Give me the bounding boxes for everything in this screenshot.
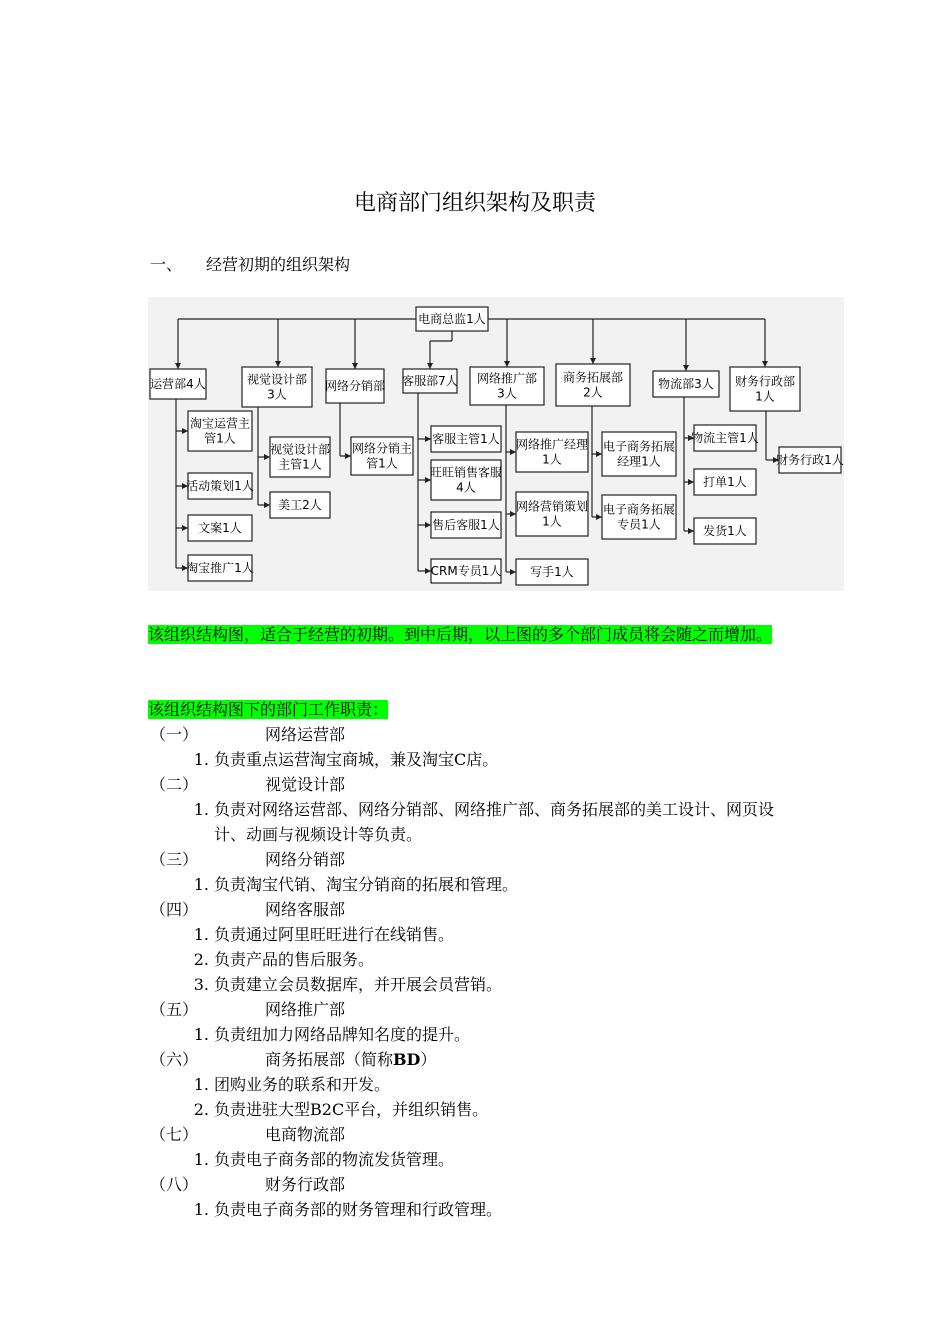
arrowhead (510, 569, 516, 575)
org-node-dept-4 (402, 369, 458, 393)
org-node-dept-3 (325, 369, 385, 403)
arrowhead (182, 428, 188, 434)
org-node-dept-6-sub-1-label: 电子商务拓展 (602, 439, 676, 454)
org-node-dept-1-sub-3-label: 文案1人 (198, 521, 242, 535)
duty-dept-number: （一） (150, 725, 199, 744)
arrowhead (427, 363, 433, 369)
org-node-dept-5 (470, 367, 544, 405)
duty-item-text: 负责淘宝代销、淘宝分销商的拓展和管理。 (214, 875, 519, 894)
duty-item (150, 972, 850, 997)
department-duties (150, 722, 850, 1222)
org-node-dept-8-sub-1 (776, 447, 844, 473)
duty-dept (150, 772, 850, 797)
arrowhead (683, 365, 689, 371)
duty-item-text: 负责电子商务部的财务管理和行政管理。 (214, 1200, 503, 1219)
org-node-dept-5-sub-1-label: 1人 (542, 452, 562, 467)
duty-item-text: 负责重点运营淘宝商城，兼及淘宝C店。 (214, 750, 499, 769)
org-node-dept-5-sub-2-label: 1人 (542, 514, 562, 529)
org-node-dept-6-label: 2人 (583, 385, 603, 400)
section-number: 一、 (150, 255, 183, 274)
arrowhead (352, 363, 358, 369)
duty-dept-number: （二） (150, 775, 199, 794)
org-node-dept-7-sub-2 (694, 469, 756, 495)
org-node-dept-2-sub-1-label: 视觉设计部 (269, 442, 331, 457)
duty-dept-name: 视觉设计部 (265, 775, 346, 794)
org-node-dept-1-sub-2-label: 活动策划1人 (186, 479, 254, 493)
org-node-dept-6-sub-1 (602, 432, 676, 476)
org-node-dept-4-sub-2-label: 4人 (456, 480, 476, 495)
org-node-dept-5-label: 网络推广部 (476, 371, 538, 386)
org-node-dept-1-sub-1-label: 淘宝运营主 (189, 416, 251, 431)
duty-dept-name: 网络客服部 (265, 900, 346, 919)
org-node-dept-2-sub-2 (270, 492, 330, 518)
org-node-dept-5-sub-1 (516, 432, 588, 472)
org-node-dept-1 (150, 369, 206, 399)
org-node-dept-7-sub-3-label: 发货1人 (703, 524, 747, 538)
arrowhead (425, 436, 431, 442)
duty-dept (150, 1172, 850, 1197)
page-title: 电商部门组织架构及职责 (353, 191, 596, 216)
arrowhead (596, 514, 602, 520)
duty-dept-number: （六） (150, 1050, 199, 1069)
duty-dept-name: 财务行政部 (265, 1175, 346, 1194)
duty-dept-number: （七） (150, 1125, 199, 1144)
org-node-dept-4-sub-3 (431, 512, 501, 538)
org-node-dept-4-sub-2-label: 旺旺销售客服 (429, 465, 503, 480)
arrowhead (688, 528, 694, 534)
duty-item-number: 1. (193, 750, 209, 769)
duties-heading: 该组织结构图下的部门工作职责： (148, 700, 389, 719)
org-node-dept-5-sub-2 (516, 492, 588, 536)
org-chart-svg (148, 297, 844, 591)
org-node-dept-1-sub-2 (186, 473, 254, 499)
duty-item-text: 负责进驻大型B2C平台，并组织销售。 (214, 1100, 489, 1119)
duty-item (150, 922, 850, 947)
duty-item (150, 1072, 850, 1097)
arrowhead (504, 361, 510, 367)
org-node-dept-4-sub-3-label: 售后客服1人 (432, 518, 500, 532)
duty-dept (150, 997, 850, 1022)
duty-dept (150, 722, 850, 747)
arrowhead (264, 502, 270, 508)
arrowhead (182, 525, 188, 531)
duty-item (150, 1147, 850, 1172)
org-node-dept-5-sub-3 (516, 559, 588, 585)
duty-dept-name: 网络分销部 (265, 850, 346, 869)
org-node-dept-7-sub-1 (691, 425, 759, 451)
org-node-dept-5-label: 3人 (497, 386, 517, 401)
duty-item-text: 负责纽加力网络品牌知名度的提升。 (214, 1025, 471, 1044)
org-node-dept-7-sub-3 (694, 518, 756, 544)
duty-dept-name: 网络推广部 (265, 1000, 346, 1019)
org-node-dept-5-sub-3-label: 写手1人 (530, 565, 574, 579)
arrowhead (275, 361, 281, 367)
duty-dept-name: 商务拓展部（简称 (265, 1050, 394, 1069)
duty-item-number: 1. (193, 875, 209, 894)
org-node-dept-8-label: 1人 (755, 389, 775, 404)
org-node-dept-5-sub-2-label: 网络营销策划 (515, 499, 589, 514)
duty-item-number: 3. (193, 975, 209, 994)
org-node-dept-2-sub-2-label: 美工2人 (278, 498, 322, 512)
org-node-dept-4-sub-1 (431, 426, 501, 452)
duty-item (150, 797, 850, 847)
duty-dept-number: （四） (150, 900, 199, 919)
duty-item (150, 1022, 850, 1047)
org-node-dept-6 (556, 364, 630, 406)
org-node-dept-7-label: 物流部3人 (658, 377, 714, 391)
arrowhead (175, 363, 181, 369)
org-node-dept-2-sub-1-label: 主管1人 (278, 457, 322, 472)
duty-dept-number: （八） (150, 1175, 199, 1194)
duty-item-number: 2. (193, 1100, 209, 1119)
duty-item-text: 负责建立会员数据库，并开展会员营销。 (214, 975, 503, 994)
arrowhead (596, 451, 602, 457)
duty-item-number: 1. (193, 925, 209, 944)
org-node-dept-3-sub-1-label: 网络分销主 (351, 441, 413, 456)
duty-item-number: 1. (193, 1025, 209, 1044)
org-node-dept-6-sub-2 (602, 495, 676, 539)
duty-item-text: 负责电子商务部的物流发货管理。 (214, 1150, 455, 1169)
duty-dept-name-tail: ） (420, 1050, 437, 1069)
arrowhead (590, 358, 596, 364)
org-node-dept-2-sub-1 (270, 437, 330, 477)
duty-item-number: 1. (193, 800, 209, 819)
chart-note: 该组织结构图，适合于经营的初期。到中后期，以上图的多个部门成员将会随之而增加。 (148, 625, 773, 644)
duty-item-text: 负责通过阿里旺旺进行在线销售。 (214, 925, 455, 944)
duty-dept-name: 网络运营部 (265, 725, 346, 744)
org-node-dept-6-sub-2-label: 专员1人 (617, 517, 661, 532)
duty-item-number: 2. (193, 950, 209, 969)
org-node-dept-6-sub-1-label: 经理1人 (617, 454, 661, 469)
duty-item-number: 1. (193, 1200, 209, 1219)
arrowhead (688, 479, 694, 485)
org-node-director-label: 电商总监1人 (418, 312, 486, 326)
org-node-dept-4-label: 客服部7人 (402, 374, 458, 388)
org-node-dept-8-label: 财务行政部 (734, 374, 796, 389)
org-node-dept-3-sub-1 (351, 437, 413, 475)
duty-item-number: 1. (193, 1075, 209, 1094)
duty-dept (150, 847, 850, 872)
duty-dept-name: 电商物流部 (265, 1125, 346, 1144)
arrowhead (345, 453, 351, 459)
org-node-dept-5-sub-1-label: 网络推广经理 (515, 437, 589, 452)
org-node-dept-1-sub-4 (186, 555, 254, 581)
org-node-dept-4-sub-2 (430, 460, 502, 500)
org-node-dept-1-sub-4-label: 淘宝推广1人 (186, 561, 254, 575)
duty-dept-number: （三） (150, 850, 199, 869)
duty-item-number: 1. (193, 1150, 209, 1169)
org-node-dept-4-sub-1-label: 客服主管1人 (432, 432, 500, 446)
arrowhead (762, 361, 768, 367)
duty-dept-abbr: BD (393, 1050, 421, 1069)
org-node-dept-2-label: 3人 (267, 387, 287, 402)
org-chart (148, 297, 844, 591)
duty-item (150, 1197, 850, 1222)
section-label: 经营初期的组织架构 (206, 255, 351, 274)
section-heading (150, 252, 350, 275)
org-node-dept-1-sub-1 (188, 411, 252, 451)
duty-item-text: 负责对网络运营部、网络分销部、网络推广部、商务拓展部的美工设计、网页设计、动画与视频设计等负责。 (214, 800, 775, 844)
org-node-dept-6-sub-2-label: 电子商务拓展 (602, 502, 676, 517)
duty-item-text: 负责产品的售后服务。 (214, 950, 375, 969)
duty-item (150, 872, 850, 897)
org-node-dept-1-label: 运营部4人 (150, 377, 206, 391)
arrowhead (425, 522, 431, 528)
org-node-dept-2-label: 视觉设计部 (246, 372, 308, 387)
duty-dept (150, 1047, 850, 1072)
org-node-dept-1-sub-1-label: 管1人 (204, 431, 236, 446)
org-node-dept-7 (653, 371, 719, 397)
org-node-dept-7-sub-2-label: 打单1人 (703, 475, 747, 489)
org-node-dept-7-sub-1-label: 物流主管1人 (691, 431, 759, 445)
org-node-dept-8-sub-1-label: 财务行政1人 (776, 453, 844, 467)
org-node-dept-4-sub-4-label: CRM专员1人 (430, 564, 502, 578)
duty-dept (150, 1122, 850, 1147)
duty-item (150, 1097, 850, 1122)
org-node-dept-2 (242, 367, 312, 407)
duty-item (150, 747, 850, 772)
duty-dept (150, 897, 850, 922)
org-node-director (416, 307, 488, 331)
org-node-dept-3-label: 网络分销部 (324, 379, 386, 393)
duty-item-text: 团购业务的联系和开发。 (214, 1075, 391, 1094)
org-node-dept-8 (730, 367, 800, 411)
org-node-dept-3-sub-1-label: 管1人 (366, 456, 398, 471)
duty-item (150, 947, 850, 972)
org-node-dept-6-label: 商务拓展部 (562, 370, 624, 385)
org-node-dept-1-sub-3 (188, 515, 252, 541)
org-node-dept-4-sub-4 (431, 559, 502, 583)
duty-dept-number: （五） (150, 1000, 199, 1019)
